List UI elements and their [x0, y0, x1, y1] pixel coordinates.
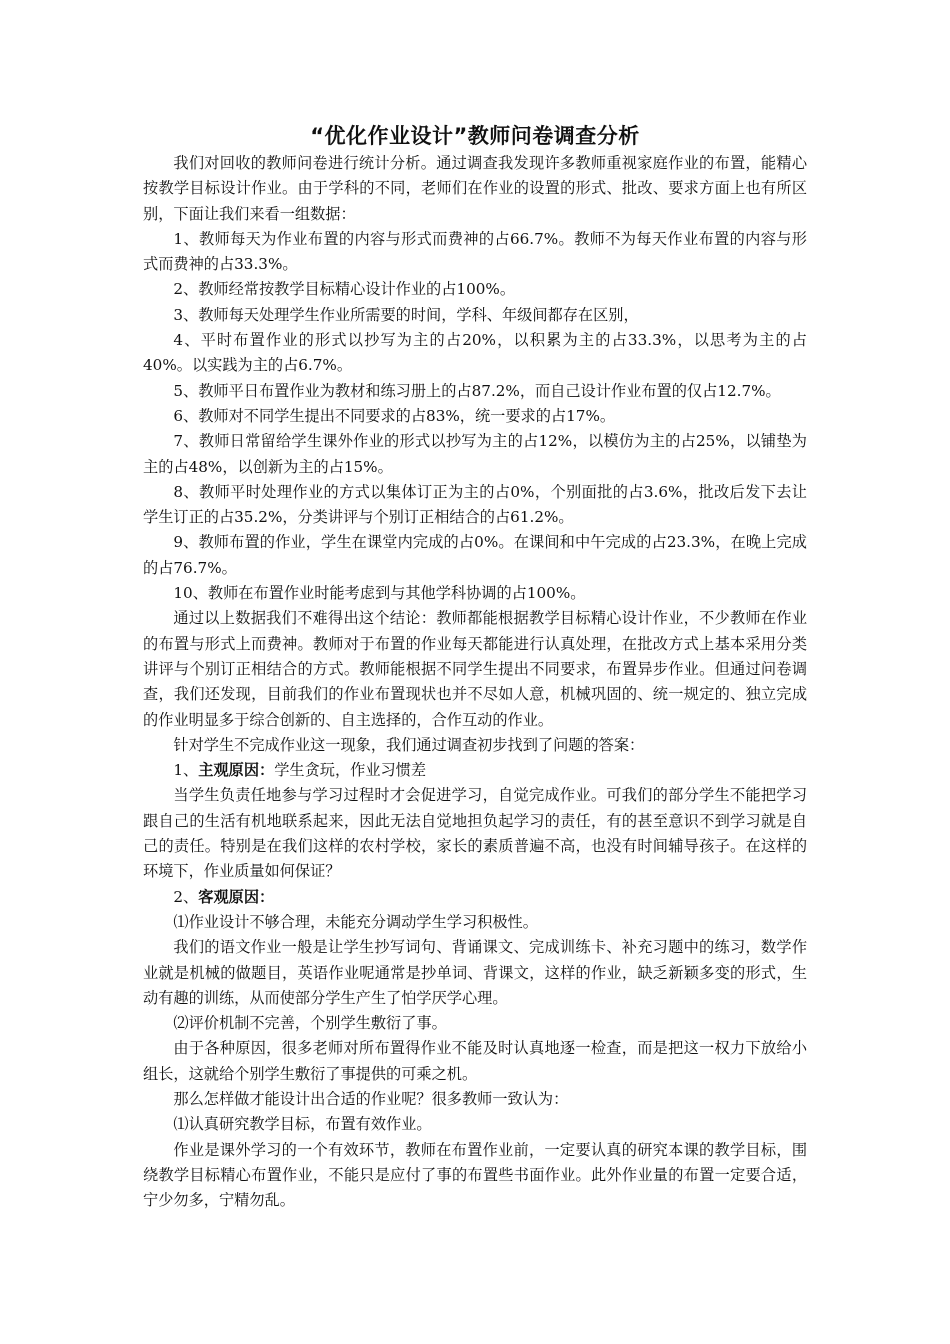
- objective-point-1-detail: 我们的语文作业一般是让学生抄写词句、背诵课文、完成训练卡、补充习题中的练习，数学作业就是机械的做题目，英语作业呢通常是抄单词、背课文，这样的作业，缺乏新颖多变的形式，生动有趣的训练，从而使部分学生产生了怕学厌学心理。: [143, 938, 807, 1007]
- data-item-9: 9、教师布置的作业，学生在课堂内完成的占0%。在课间和中午完成的占23.3%，在晚上完成的占76.7%。: [143, 533, 807, 577]
- intro-paragraph: 我们对回收的教师问卷进行统计分析。通过调查我发现许多教师重视家庭作业的布置，能精心按教学目标设计作业。由于学科的不同，老师们在作业的设置的形式、批改、要求方面上也有所区别，下面让我们来看一组数据：: [143, 154, 807, 223]
- data-item-5: 5、教师平日布置作业为教材和练习册上的占87.2%，而自己设计作业布置的仅占12.7%。: [173, 381, 781, 400]
- data-item-10: 10、教师在布置作业时能考虑到与其他学科协调的占100%。: [173, 584, 586, 603]
- data-item-8: 8、教师平时处理作业的方式以集体订正为主的占0%，个别面批的占3.6%，批改后发下去让学生订正的占35.2%，分类讲评与个别订正相结合的占61.2%。: [143, 482, 807, 527]
- solution-point-1-detail: 作业是课外学习的一个有效环节，教师在布置作业前，一定要认真的研究本课的教学目标，围绕教学目标精心布置作业，不能只是应付了事的布置些书面作业。此外作业量的布置一定要合适，宁少勿多，宁精勿乱。: [143, 1140, 807, 1210]
- objective-reason-heading: [143, 885, 807, 910]
- reason-number: 1、: [173, 761, 199, 780]
- data-item-2: 2、教师经常按教学目标精心设计作业的占100%。: [173, 280, 516, 299]
- objective-point-2: ⑵评价机制不完善，个别学生敷衍了事。: [173, 1014, 447, 1033]
- document-title: “优化作业设计”教师问卷调查分析: [310, 124, 640, 148]
- subjective-reason-heading: [143, 758, 807, 783]
- reason-label: 客观原因：: [198, 887, 275, 906]
- objective-point-1: ⑴作业设计不够合理，未能充分调动学生学习积极性。: [173, 912, 538, 931]
- subjective-reason-paragraph: 当学生负责任地参与学习过程时才会促进学习，自觉完成作业。可我们的部分学生不能把学习跟自己的生活有机地联系起来，因此无法自觉地担负起学习的责任，有的甚至意识不到学习就是自己的责任。特别是在我们这样的农村学校，家长的素质普遍不高，也没有时间辅导孩子。在这样的环境下，作业质量如何保证？: [143, 786, 807, 881]
- objective-point-2-detail: 由于各种原因，很多老师对所布置得作业不能及时认真地逐一检查，而是把这一权力下放给小组长，这就给个别学生敷衍了事提供的可乘之机。: [143, 1039, 807, 1083]
- data-item-7: 7、教师日常留给学生课外作业的形式以抄写为主的占12%，以模仿为主的占25%，以铺垫为主的占48%，以创新为主的占15%。: [143, 432, 807, 476]
- reason-number: 2、: [173, 887, 199, 906]
- conclusion-paragraph: 通过以上数据我们不难得出这个结论：教师都能根据教学目标精心设计作业，不少教师在作业的布置与形式上而费神。教师对于布置的作业每天都能进行认真处理，在批改方式上基本采用分类讲评与个别订正相结合的方式。教师能根据不同学生提出不同要求，布置异步作业。但通过问卷调查，我们还发现，目前我们的作业布置现状也并不尽如人意，机械巩固的、统一规定的、独立完成的作业明显多于综合创新的、自主选择的，合作互动的作业。: [143, 609, 807, 729]
- data-item-1: 1、教师每天为作业布置的内容与形式而费神的占66.7%。教师不为每天作业布置的内容与形式而费神的占33.3%。: [143, 229, 807, 274]
- data-item-4: 4、平时布置作业的形式以抄写为主的占20%，以积累为主的占33.3%，以思考为主的占40%。以实践为主的占6.7%。: [143, 331, 807, 375]
- data-item-3: 3、教师每天处理学生作业所需要的时间，学科、年级间都存在区别，: [173, 305, 639, 324]
- data-item-6: 6、教师对不同学生提出不同要求的占83%，统一要求的占17%。: [173, 406, 616, 425]
- solution-intro: 那么怎样做才能设计出合适的作业呢？很多教师一致认为：: [173, 1089, 569, 1108]
- solution-point-1: ⑴认真研究教学目标，布置有效作业。: [173, 1115, 432, 1134]
- document-page: [143, 122, 807, 1213]
- reason-label: 主观原因：: [198, 761, 275, 780]
- problem-intro-paragraph: 针对学生不完成作业这一现象，我们通过调查初步找到了问题的答案：: [173, 735, 645, 754]
- reason-text: 学生贪玩，作业习惯差: [274, 761, 427, 780]
